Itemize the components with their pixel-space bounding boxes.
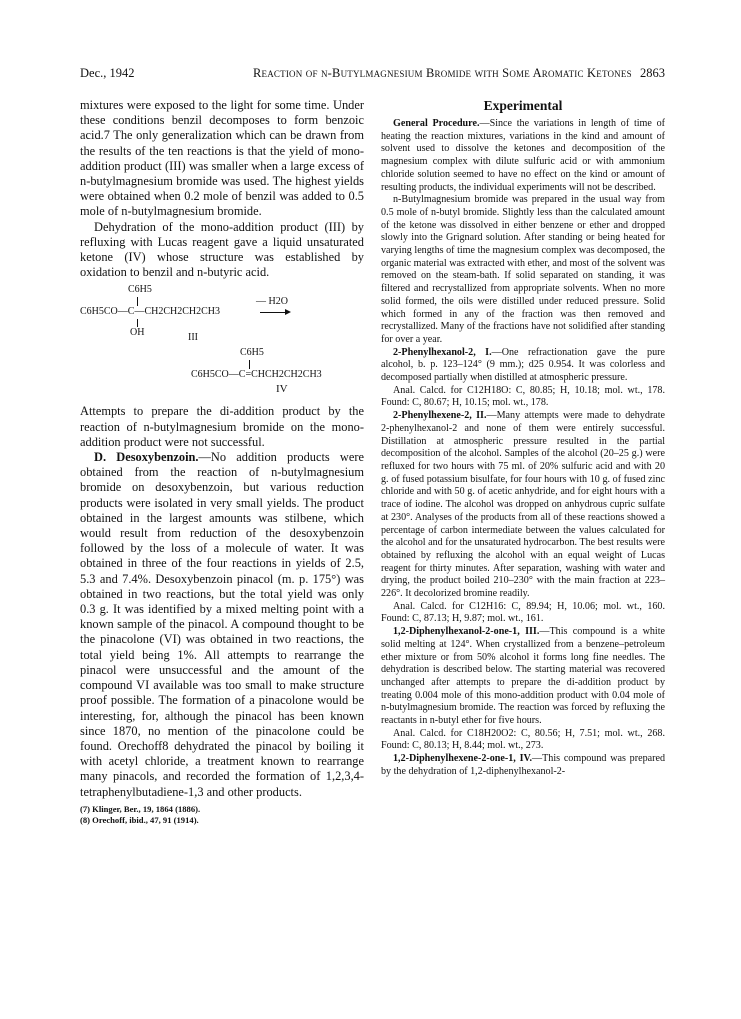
heading-general-procedure: General Procedure. xyxy=(393,118,480,129)
scheme-phenyl-product: C6H5 xyxy=(240,347,264,359)
paragraph-diphenylhexenone: 1,2-Diphenylhexene-2-one-1, IV.—This compound was prepared by the dehydration of 1,2-diphenylhexanol-2- xyxy=(381,753,665,777)
paragraph-phenylhexene: 2-Phenylhexene-2, II.—Many attempts were made to dehydrate 2-phenylhexanol-2 and none of them were entirely successful. Distillation at atmospheric pressure resulted in the partial decomposition of the alcohol. Samples of the alcohol (20–25 g.) were refluxed for two hours with 75 ml. of 20% sulfuric acid and with 20 g. of fused potassium bisulfate, for four hours with 10 g. of fused zinc chloride and with 50 g. of acetic anhydride, and for eight hours with a trace of iodine. The alcohol was dropped on anhydrous cupric sulfate at 230°. Analyses of the products from all of these reactions showed a percentage of carbon intermediate between the values calculated for the alcohol and for the unsaturated hydrocarbon. The best results were obtained by refluxing the alcohol with an equal weight of Lucas reagent for thirty minutes. After separation, washing with water and drying, the product boiled 210–230° with the main fraction at 223–226°. It decolorized bromine readily. xyxy=(381,410,666,600)
analysis-phenylhexene: Anal. Calcd. for C12H16: C, 89.94; H, 10.06; mol. wt., 160. Found: C, 87.13; H, 9.87; mol. wt., 161. xyxy=(381,600,665,625)
scheme-bond-up xyxy=(137,297,138,306)
scheme-label-iii: III xyxy=(188,332,198,344)
left-column xyxy=(80,98,364,826)
paragraph-diphenylhexanolone: 1,2-Diphenylhexanol-2-one-1, III.—This compound is a white solid melting at 124°. When crystallized from a benzene–petroleum ether mixture or from 50% alcohol it forms long fine needles. The dehydration is described below. The starting material was recovered unchanged after attempts to prepare the di-addition product by treating 0.004 mole of this mono-addition product with 0.04 mole of n-butylmagnesium bromide. The reaction was forced by refluxing the reactants in n-butyl ether for five hours. xyxy=(381,626,665,727)
footnote-8: (8) Orechoff, ibid., 47, 91 (1914). xyxy=(80,814,199,825)
paragraph-di-addition: Attempts to prepare the di-addition product by the reaction of n-butylmagnesium bromide on the mono-addition product were not successful. xyxy=(80,404,364,449)
heading-diphenylhexanolone: 1,2-Diphenylhexanol-2-one-1, III. xyxy=(393,626,540,638)
scheme-hydroxyl: OH xyxy=(130,327,145,339)
footnote-7: (7) Klinger, Ber., 19, 1864 (1886). xyxy=(80,803,201,814)
heading-phenylhexanol: 2-Phenylhexanol-2, I. xyxy=(393,346,492,358)
scheme-compound-iii: C6H5CO—C—CH2CH2CH2CH3 xyxy=(80,306,221,318)
heading-phenylhexene: 2-Phenylhexene-2, II. xyxy=(393,410,487,422)
paragraph-grignard-prep: n-Butylmagnesium bromide was prepared in the usual way from 0.5 mole of n-butyl bromide. Slightly less than the calculated amount of the ketone was dissolved in either benzene or ether and dropped slowly into the Grignard solution. After standing or being heated for varying lengths of time the magnesium complex was decomposed, the organic material was extracted with ether, and most of the solvent was removed on the steam-bath. If solid separated on standing, it was filtered and recrystallized from appropriate solvents. When no more solid formed, the oils were distilled under reduced pressure. Solid which formed in any of the fraction was then removed and recrystallized. Many of the fractions have not solidified after standing for over a year. xyxy=(381,194,665,345)
paragraph-general-procedure: General Procedure.—Since the variations in length of time of heating the reaction mixtures, variations in the kind and amount of solvent used to dissolve the ketones and decomposition of the magnesium complex with dilute sulfuric acid or with ammonium chloride solution seemed to have no effect on the kind or amount of resulting products, the individual experiments will not be described. xyxy=(381,118,666,193)
text-desoxybenzoin: —No addition products were obtained from the reaction of n-butylmagnesium bromide on desoxybenzoin, but various reduction products were isolated in very small yields. The product obtained in the largest amounts was stilbene, which would result from reduction of the desoxybenzoin followed by the loss of a molecule of water. It was obtained in three of the four reactions in yields of 2.5, 5.3 and 7.4%. Desoxybenzoin pinacol (m. p. 175°) was obtained in two reactions, but the total yield was only 0.3 g. It was identified by a mixed melting point with a known sample of the pinacol. A compound thought to be the pinacolone (VI) was obtained in two reactions, the total yield being 1%. All attempts to rearrange the pinacol were unsuccessful and the amount of the compound VI available was too small to make structure proof possible. The formation of a pinacolone would be interesting, for, although the pinacol has been known since 1870, no mention of the pinacolone could be found. Orechoff8 dehydrated the pinacol by boiling it with acetyl chloride, a treatment known to rearrange many pinacols, and recorded the formation of 1,2,3,4-tetraphenylbutadiene-1,3 and other products. xyxy=(80,450,364,799)
analysis-phenylhexanol: Anal. Calcd. for C12H18O: C, 80.85; H, 10.18; mol. wt., 178. Found: C, 80.67; H, 10.15; mol. wt., 178. xyxy=(381,384,665,409)
scheme-label-iv: IV xyxy=(276,383,288,396)
analysis-diphenylhexanolone: Anal. Calcd. for C18H20O2: C, 80.56; H, 7.51; mol. wt., 268. Found: C, 80.13; H, 8.44; mol. wt., 273. xyxy=(381,727,665,752)
paragraph-phenylhexanol: 2-Phenylhexanol-2, I.—One refractionation gave the pure alcohol, b. p. 123–124° (9 mm.); d25 0.954. It was colorless and decomposed partially when distilled at atmospheric pressure. xyxy=(381,346,665,384)
right-column xyxy=(381,98,665,779)
running-header xyxy=(80,66,665,82)
paragraph-benzil-decomposition: mixtures were exposed to the light for some time. Under these conditions benzil decomposes to form benzoic acid.7 The only generalization which can be drawn from the results of the ten reactions is that the yield of mono-addition product (III) was smaller when a large excess of n-butylmagnesium bromide was used. The highest yields were obtained when 0.2 mole of benzil was added to 0.5 mole of n-butylmagnesium bromide. xyxy=(80,98,364,219)
scheme-arrow xyxy=(260,312,286,313)
section-heading-experimental: Experimental xyxy=(483,98,563,113)
header-title: Reaction of n-Butylmagnesium Bromide with Some Aromatic Ketones xyxy=(253,66,632,80)
scheme-bond-down xyxy=(137,319,138,327)
header-date: Dec., 1942 xyxy=(80,66,135,80)
paragraph-dehydration: Dehydration of the mono-addition product (III) by refluxing with Lucas reagent gave a liquid unsaturated ketone (IV) whose structure was established by oxidation to benzil and n-butyric acid. xyxy=(80,219,364,280)
scheme-phenyl-top: C6H5 xyxy=(128,284,152,296)
page-number: 2863 xyxy=(640,66,665,80)
scheme-compound-iv: C6H5CO—C=CHCH2CH2CH3 xyxy=(191,369,322,381)
scheme-arrowhead xyxy=(285,309,291,315)
paragraph-desoxybenzoin xyxy=(80,450,364,800)
scheme-reagent: — H2O xyxy=(256,296,288,308)
heading-desoxybenzoin: D. Desoxybenzoin. xyxy=(94,450,199,465)
reaction-scheme xyxy=(80,280,364,404)
heading-diphenylhexenone: 1,2-Diphenylhexene-2-one-1, IV. xyxy=(393,753,533,765)
scheme-bond-product xyxy=(249,360,250,369)
